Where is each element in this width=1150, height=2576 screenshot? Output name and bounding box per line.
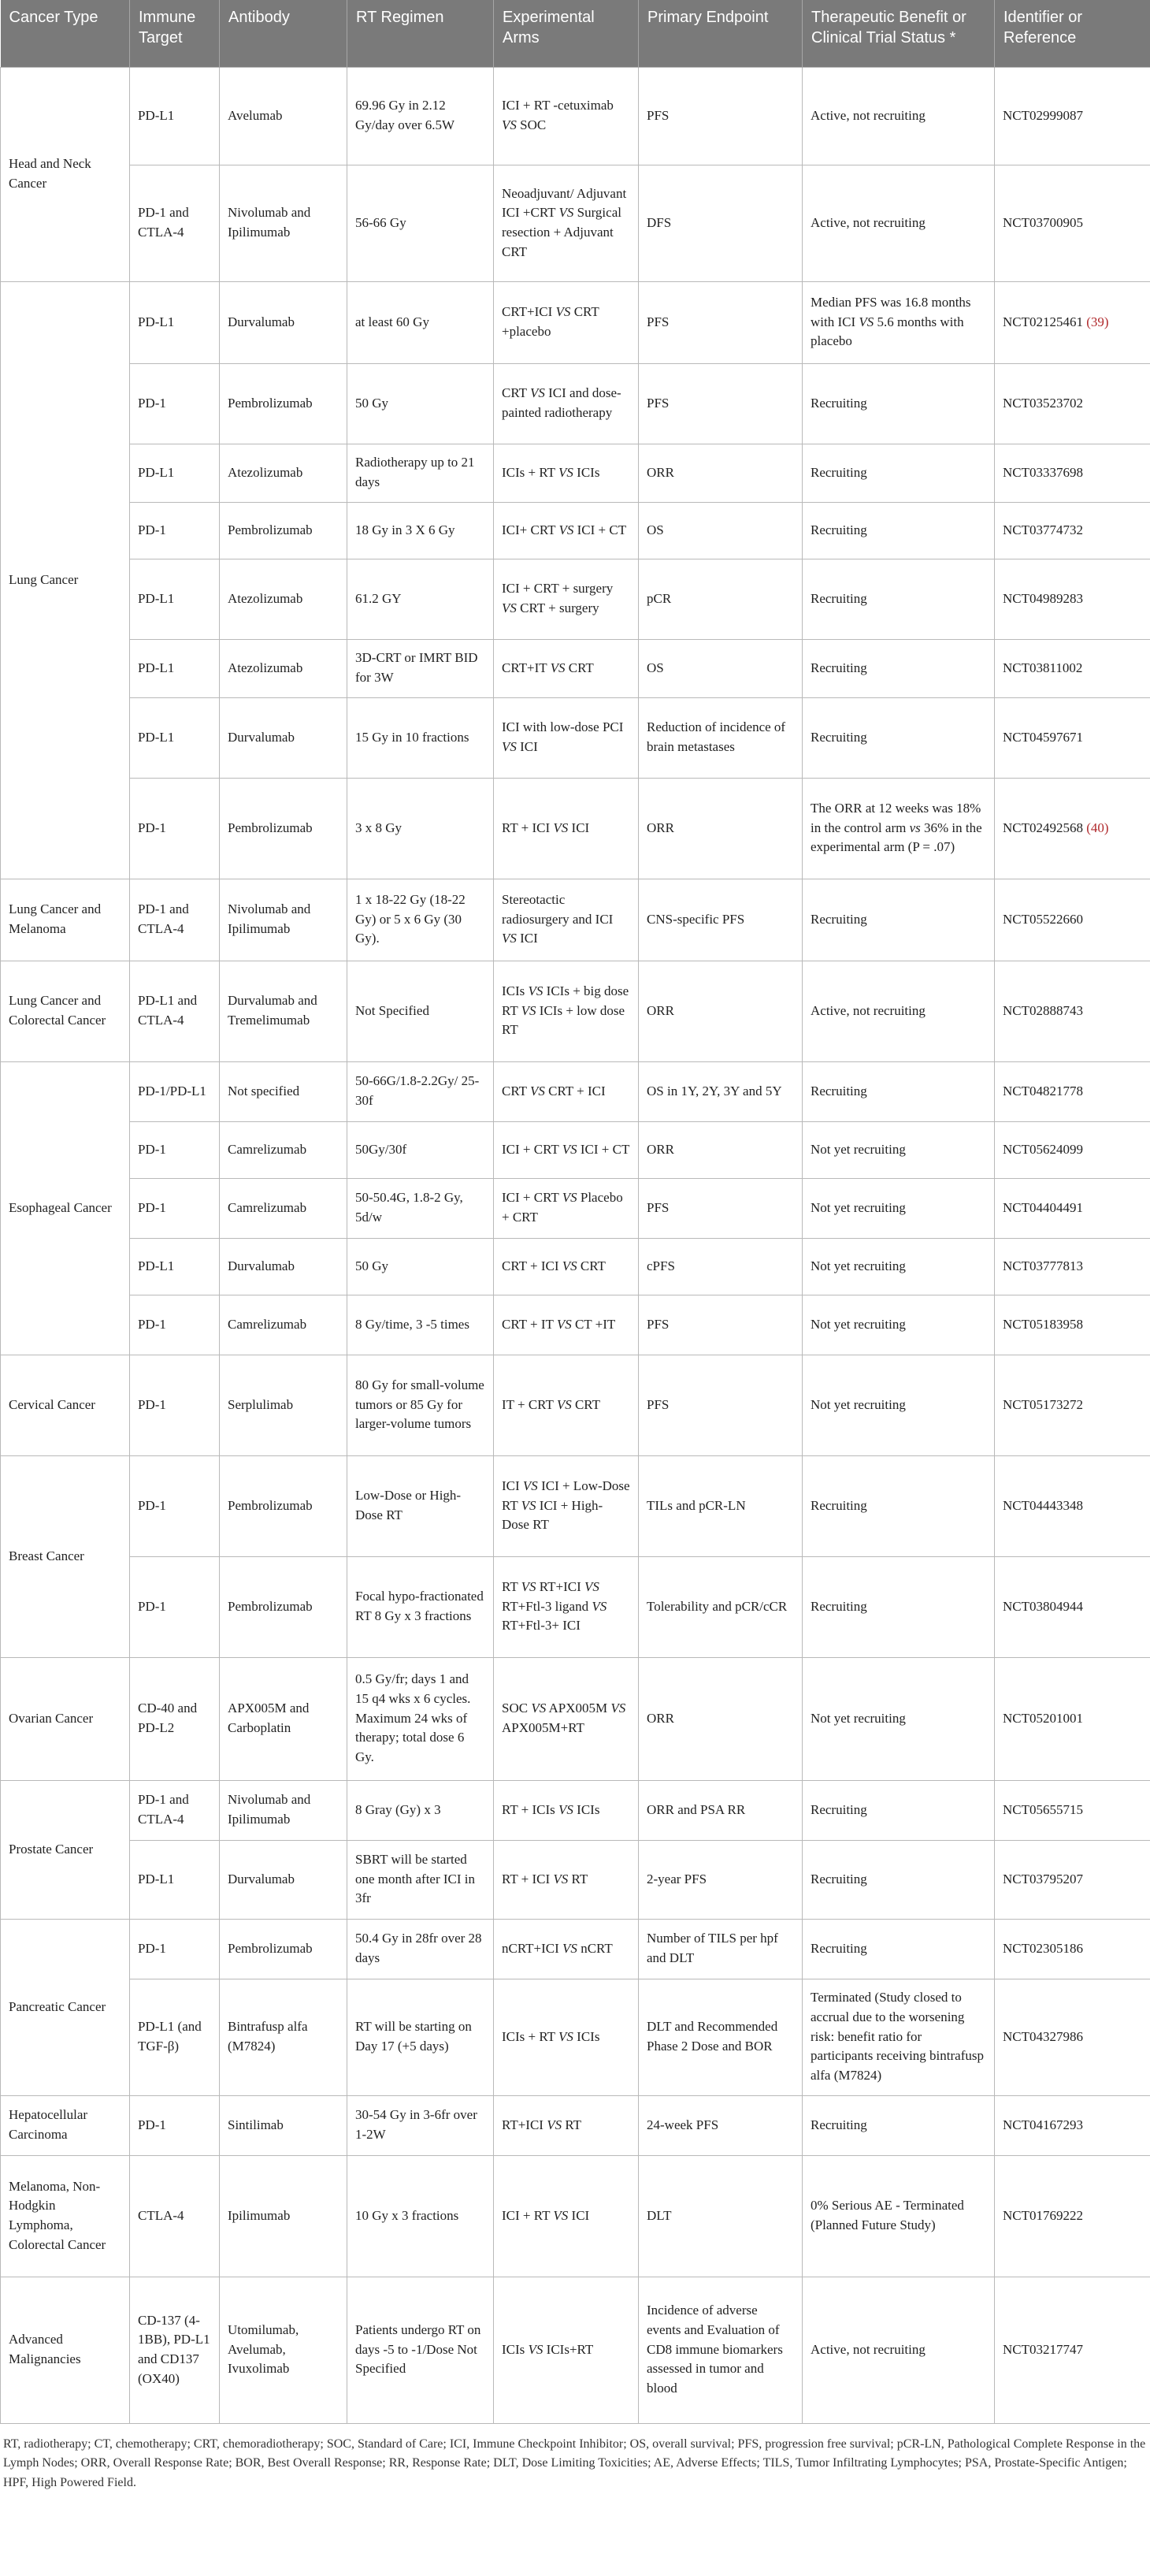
antibody-cell: Camrelizumab: [220, 1178, 347, 1238]
antibody-cell: Pembrolizumab: [220, 1919, 347, 1979]
antibody-cell: Ipilimumab: [220, 2155, 347, 2277]
antibody-cell: Pembrolizumab: [220, 1455, 347, 1556]
table-row: [1, 1455, 1150, 1556]
identifier-cell: NCT03811002: [995, 639, 1150, 697]
identifier-cell: [995, 281, 1150, 363]
experimental-arms-cell: CRT + ICI VS CRT: [494, 1238, 639, 1295]
experimental-arms-cell: CRT+IT VS CRT: [494, 639, 639, 697]
experimental-arms-cell: ICI + CRT VS ICI + CT: [494, 1121, 639, 1178]
status-cell: Recruiting: [803, 444, 995, 502]
immune-target-cell: PD-L1: [130, 67, 220, 165]
experimental-arms-cell: ICIs VS ICIs + big dose RT VS ICIs + low dose RT: [494, 961, 639, 1061]
identifier-cell: NCT04404491: [995, 1178, 1150, 1238]
immune-target-cell: PD-L1: [130, 559, 220, 639]
table-row: [1, 1979, 1150, 2095]
experimental-arms-cell: RT+ICI VS RT: [494, 2095, 639, 2155]
identifier-cell: [995, 778, 1150, 879]
antibody-cell: Atezolizumab: [220, 559, 347, 639]
primary-endpoint-cell: DLT and Recommended Phase 2 Dose and BOR: [639, 1979, 803, 2095]
primary-endpoint-cell: ORR: [639, 1657, 803, 1780]
cancer-type-cell: Lung Cancer: [1, 281, 130, 879]
table-body: [1, 67, 1150, 2423]
experimental-arms-cell: ICI + RT VS ICI: [494, 2155, 639, 2277]
antibody-cell: Camrelizumab: [220, 1295, 347, 1355]
rt-regimen-cell: RT will be starting on Day 17 (+5 days): [347, 1979, 494, 2095]
primary-endpoint-cell: DFS: [639, 165, 803, 281]
identifier-cell: NCT04327986: [995, 1979, 1150, 2095]
immune-target-cell: PD-L1: [130, 281, 220, 363]
experimental-arms-cell: CRT + IT VS CT +IT: [494, 1295, 639, 1355]
rt-regimen-cell: 8 Gray (Gy) x 3: [347, 1780, 494, 1840]
immune-target-cell: PD-1: [130, 502, 220, 559]
status-cell: Recruiting: [803, 697, 995, 778]
rt-regimen-cell: 3D-CRT or IMRT BID for 3W: [347, 639, 494, 697]
status-cell: Active, not recruiting: [803, 165, 995, 281]
experimental-arms-cell: RT + ICI VS RT: [494, 1840, 639, 1919]
identifier-cell: NCT05655715: [995, 1780, 1150, 1840]
identifier-text: NCT02125461: [1003, 314, 1083, 329]
primary-endpoint-cell: PFS: [639, 281, 803, 363]
table-row: [1, 281, 1150, 363]
antibody-cell: Atezolizumab: [220, 444, 347, 502]
primary-endpoint-cell: Number of TILS per hpf and DLT: [639, 1919, 803, 1979]
immune-target-cell: PD-1: [130, 1919, 220, 1979]
rt-regimen-cell: 3 x 8 Gy: [347, 778, 494, 879]
cancer-type-cell: Melanoma, Non-Hodgkin Lymphoma, Colorectal Cancer: [1, 2155, 130, 2277]
identifier-cell: NCT04443348: [995, 1455, 1150, 1556]
experimental-arms-cell: ICI + CRT + surgery VS CRT + surgery: [494, 559, 639, 639]
antibody-cell: Atezolizumab: [220, 639, 347, 697]
identifier-cell: NCT05201001: [995, 1657, 1150, 1780]
table-row: [1, 2155, 1150, 2277]
status-cell: Recruiting: [803, 1061, 995, 1121]
primary-endpoint-cell: CNS-specific PFS: [639, 879, 803, 961]
table-row: [1, 879, 1150, 961]
rt-regimen-cell: 50 Gy: [347, 363, 494, 444]
identifier-cell: NCT04821778: [995, 1061, 1150, 1121]
cancer-type-cell: Lung Cancer and Colorectal Cancer: [1, 961, 130, 1061]
primary-endpoint-cell: Tolerability and pCR/cCR: [639, 1556, 803, 1657]
experimental-arms-cell: CRT VS ICI and dose-painted radiotherapy: [494, 363, 639, 444]
table-footnote: RT, radiotherapy; CT, chemotherapy; CRT, chemoradiotherapy; SOC, Standard of Care; ICI, Immune Checkpoint Inhibitor; OS, overall survival; PFS, progression free survival; pCR-LN, Pathological Complete Response in the Lymph Nodes; ORR, Overall Response Rate; BOR, Best Overall Response; RR, Response Rate; DLT, Dose Limiting Toxicities; AE, Adverse Effects; TILS, Tumor Infiltrating Lymphocytes; PSA, Prostate-Specific Antigen; HPF, High Powered Field.: [3, 2437, 1146, 2490]
table-row: [1, 67, 1150, 165]
experimental-arms-cell: RT VS RT+ICI VS RT+Ftl-3 ligand VS RT+Ftl-3+ ICI: [494, 1556, 639, 1657]
experimental-arms-cell: ICIs VS ICIs+RT: [494, 2277, 639, 2423]
status-cell: Active, not recruiting: [803, 961, 995, 1061]
table-row: [1, 1178, 1150, 1238]
rt-regimen-cell: 15 Gy in 10 fractions: [347, 697, 494, 778]
column-header: Antibody: [220, 0, 347, 67]
experimental-arms-cell: nCRT+ICI VS nCRT: [494, 1919, 639, 1979]
rt-regimen-cell: 8 Gy/time, 3 -5 times: [347, 1295, 494, 1355]
identifier-cell: NCT04167293: [995, 2095, 1150, 2155]
table-row: [1, 1919, 1150, 1979]
status-cell: Recruiting: [803, 559, 995, 639]
immune-target-cell: PD-1: [130, 1178, 220, 1238]
cancer-type-cell: Lung Cancer and Melanoma: [1, 879, 130, 961]
rt-regimen-cell: 50 Gy: [347, 1238, 494, 1295]
antibody-cell: Durvalumab and Tremelimumab: [220, 961, 347, 1061]
primary-endpoint-cell: TILs and pCR-LN: [639, 1455, 803, 1556]
immune-target-cell: PD-L1: [130, 1238, 220, 1295]
immune-target-cell: PD-1 and CTLA-4: [130, 165, 220, 281]
cancer-type-cell: Head and Neck Cancer: [1, 67, 130, 281]
rt-regimen-cell: 1 x 18-22 Gy (18-22 Gy) or 5 x 6 Gy (30 Gy).: [347, 879, 494, 961]
antibody-cell: Durvalumab: [220, 281, 347, 363]
status-cell: Recruiting: [803, 502, 995, 559]
rt-regimen-cell: 61.2 GY: [347, 559, 494, 639]
table-row: [1, 1556, 1150, 1657]
antibody-cell: Pembrolizumab: [220, 502, 347, 559]
rt-regimen-cell: Not Specified: [347, 961, 494, 1061]
primary-endpoint-cell: PFS: [639, 1178, 803, 1238]
antibody-cell: Camrelizumab: [220, 1121, 347, 1178]
primary-endpoint-cell: OS: [639, 639, 803, 697]
table-row: [1, 1657, 1150, 1780]
immune-target-cell: CD-40 and PD-L2: [130, 1657, 220, 1780]
antibody-cell: Nivolumab and Ipilimumab: [220, 879, 347, 961]
primary-endpoint-cell: 2-year PFS: [639, 1840, 803, 1919]
experimental-arms-cell: RT + ICI VS ICI: [494, 778, 639, 879]
table-header-row: [1, 0, 1150, 67]
antibody-cell: Bintrafusp alfa (M7824): [220, 1979, 347, 2095]
experimental-arms-cell: ICIs + RT VS ICIs: [494, 444, 639, 502]
experimental-arms-cell: CRT+ICI VS CRT +placebo: [494, 281, 639, 363]
table-row: [1, 2277, 1150, 2423]
immune-target-cell: PD-L1: [130, 1840, 220, 1919]
cancer-type-cell: Hepatocellular Carcinoma: [1, 2095, 130, 2155]
immune-target-cell: PD-1: [130, 1556, 220, 1657]
status-cell: Recruiting: [803, 1556, 995, 1657]
cancer-type-cell: Breast Cancer: [1, 1455, 130, 1657]
experimental-arms-cell: CRT VS CRT + ICI: [494, 1061, 639, 1121]
status-cell: Not yet recruiting: [803, 1355, 995, 1455]
identifier-cell: NCT02888743: [995, 961, 1150, 1061]
status-cell: Recruiting: [803, 2095, 995, 2155]
rt-regimen-cell: Radiotherapy up to 21 days: [347, 444, 494, 502]
primary-endpoint-cell: 24-week PFS: [639, 2095, 803, 2155]
immune-target-cell: PD-L1: [130, 697, 220, 778]
primary-endpoint-cell: PFS: [639, 363, 803, 444]
rt-regimen-cell: at least 60 Gy: [347, 281, 494, 363]
primary-endpoint-cell: ORR: [639, 444, 803, 502]
experimental-arms-cell: Neoadjuvant/ Adjuvant ICI +CRT VS Surgical resection + Adjuvant CRT: [494, 165, 639, 281]
immune-target-cell: PD-1: [130, 778, 220, 879]
identifier-cell: NCT01769222: [995, 2155, 1150, 2277]
table-row: [1, 1238, 1150, 1295]
experimental-arms-cell: ICI with low-dose PCI VS ICI: [494, 697, 639, 778]
primary-endpoint-cell: PFS: [639, 1295, 803, 1355]
experimental-arms-cell: ICI+ CRT VS ICI + CT: [494, 502, 639, 559]
status-cell: Recruiting: [803, 1919, 995, 1979]
column-header: RT Regimen: [347, 0, 494, 67]
antibody-cell: Avelumab: [220, 67, 347, 165]
identifier-cell: NCT05173272: [995, 1355, 1150, 1455]
cancer-type-cell: Esophageal Cancer: [1, 1061, 130, 1355]
reference-link[interactable]: (40): [1086, 820, 1109, 835]
identifier-cell: NCT03217747: [995, 2277, 1150, 2423]
antibody-cell: Sintilimab: [220, 2095, 347, 2155]
experimental-arms-cell: RT + ICIs VS ICIs: [494, 1780, 639, 1840]
immune-target-cell: CD-137 (4-1BB), PD-L1 and CD137 (OX40): [130, 2277, 220, 2423]
rt-regimen-cell: 56-66 Gy: [347, 165, 494, 281]
primary-endpoint-cell: DLT: [639, 2155, 803, 2277]
status-cell: Terminated (Study closed to accrual due to the worsening risk: benefit ratio for participants receiving bintrafusp alfa (M7824): [803, 1979, 995, 2095]
immune-target-cell: PD-1/PD-L1: [130, 1061, 220, 1121]
experimental-arms-cell: ICI VS ICI + Low-Dose RT VS ICI + High-Dose RT: [494, 1455, 639, 1556]
rt-regimen-cell: 80 Gy for small-volume tumors or 85 Gy for larger-volume tumors: [347, 1355, 494, 1455]
antibody-cell: Pembrolizumab: [220, 778, 347, 879]
identifier-cell: NCT03804944: [995, 1556, 1150, 1657]
table-row: [1, 1355, 1150, 1455]
identifier-cell: NCT03777813: [995, 1238, 1150, 1295]
antibody-cell: Not specified: [220, 1061, 347, 1121]
rt-regimen-cell: Low-Dose or High-Dose RT: [347, 1455, 494, 1556]
column-header: Immune Target: [130, 0, 220, 67]
status-cell: Not yet recruiting: [803, 1238, 995, 1295]
immune-target-cell: PD-1 and CTLA-4: [130, 1780, 220, 1840]
antibody-cell: Nivolumab and Ipilimumab: [220, 1780, 347, 1840]
status-cell: Recruiting: [803, 363, 995, 444]
status-cell: Not yet recruiting: [803, 1657, 995, 1780]
immune-target-cell: CTLA-4: [130, 2155, 220, 2277]
cancer-type-cell: Advanced Malignancies: [1, 2277, 130, 2423]
status-cell: Recruiting: [803, 639, 995, 697]
rt-regimen-cell: 50Gy/30f: [347, 1121, 494, 1178]
immune-target-cell: PD-1: [130, 363, 220, 444]
table-row: [1, 444, 1150, 502]
rt-regimen-cell: 69.96 Gy in 2.12 Gy/day over 6.5W: [347, 67, 494, 165]
experimental-arms-cell: ICIs + RT VS ICIs: [494, 1979, 639, 2095]
identifier-cell: NCT03795207: [995, 1840, 1150, 1919]
cancer-type-cell: Cervical Cancer: [1, 1355, 130, 1455]
status-cell: 0% Serious AE - Terminated (Planned Future Study): [803, 2155, 995, 2277]
column-header: Experimental Arms: [494, 0, 639, 67]
identifier-cell: NCT02305186: [995, 1919, 1150, 1979]
rt-regimen-cell: Patients undergo RT on days -5 to -1/Dose Not Specified: [347, 2277, 494, 2423]
reference-link[interactable]: (39): [1086, 314, 1109, 329]
immune-target-cell: PD-L1: [130, 639, 220, 697]
status-cell: The ORR at 12 weeks was 18% in the control arm vs 36% in the experimental arm (P = .07): [803, 778, 995, 879]
status-cell: Not yet recruiting: [803, 1178, 995, 1238]
immune-target-cell: PD-L1 (and TGF-β): [130, 1979, 220, 2095]
experimental-arms-cell: ICI + CRT VS Placebo + CRT: [494, 1178, 639, 1238]
antibody-cell: Pembrolizumab: [220, 1556, 347, 1657]
experimental-arms-cell: IT + CRT VS CRT: [494, 1355, 639, 1455]
cancer-type-cell: Pancreatic Cancer: [1, 1919, 130, 2095]
identifier-cell: NCT02999087: [995, 67, 1150, 165]
immune-target-cell: PD-1: [130, 1455, 220, 1556]
immune-target-cell: PD-1: [130, 1355, 220, 1455]
identifier-cell: NCT03774732: [995, 502, 1150, 559]
status-cell: Recruiting: [803, 1455, 995, 1556]
primary-endpoint-cell: pCR: [639, 559, 803, 639]
primary-endpoint-cell: PFS: [639, 67, 803, 165]
status-cell: Not yet recruiting: [803, 1121, 995, 1178]
rt-regimen-cell: 50.4 Gy in 28fr over 28 days: [347, 1919, 494, 1979]
identifier-cell: NCT05624099: [995, 1121, 1150, 1178]
identifier-cell: NCT04597671: [995, 697, 1150, 778]
table-row: [1, 363, 1150, 444]
immune-target-cell: PD-L1 and CTLA-4: [130, 961, 220, 1061]
column-header: Primary Endpoint: [639, 0, 803, 67]
table-row: [1, 961, 1150, 1061]
immune-target-cell: PD-L1: [130, 444, 220, 502]
status-cell: Not yet recruiting: [803, 1295, 995, 1355]
status-cell: Recruiting: [803, 879, 995, 961]
primary-endpoint-cell: cPFS: [639, 1238, 803, 1295]
primary-endpoint-cell: ORR and PSA RR: [639, 1780, 803, 1840]
rt-regimen-cell: Focal hypo-fractionated RT 8 Gy x 3 fractions: [347, 1556, 494, 1657]
status-cell: Median PFS was 16.8 months with ICI VS 5.6 months with placebo: [803, 281, 995, 363]
experimental-arms-cell: Stereotactic radiosurgery and ICI VS ICI: [494, 879, 639, 961]
primary-endpoint-cell: ORR: [639, 1121, 803, 1178]
antibody-cell: Durvalumab: [220, 1238, 347, 1295]
primary-endpoint-cell: ORR: [639, 961, 803, 1061]
identifier-cell: NCT04989283: [995, 559, 1150, 639]
antibody-cell: Nivolumab and Ipilimumab: [220, 165, 347, 281]
primary-endpoint-cell: PFS: [639, 1355, 803, 1455]
status-cell: Recruiting: [803, 1840, 995, 1919]
table-row: [1, 697, 1150, 778]
experimental-arms-cell: ICI + RT -cetuximab VS SOC: [494, 67, 639, 165]
experimental-arms-cell: SOC VS APX005M VS APX005M+RT: [494, 1657, 639, 1780]
identifier-cell: NCT05522660: [995, 879, 1150, 961]
column-header: Cancer Type: [1, 0, 130, 67]
immune-target-cell: PD-1 and CTLA-4: [130, 879, 220, 961]
table-row: [1, 639, 1150, 697]
table-row: [1, 502, 1150, 559]
table-row: [1, 559, 1150, 639]
rt-regimen-cell: 0.5 Gy/fr; days 1 and 15 q4 wks x 6 cycles. Maximum 24 wks of therapy; total dose 6 Gy.: [347, 1657, 494, 1780]
rt-regimen-cell: 30-54 Gy in 3-6fr over 1-2W: [347, 2095, 494, 2155]
table-row: [1, 778, 1150, 879]
table-row: [1, 1061, 1150, 1121]
rt-regimen-cell: 18 Gy in 3 X 6 Gy: [347, 502, 494, 559]
primary-endpoint-cell: Incidence of adverse events and Evaluation of CD8 immune biomarkers assessed in tumor and blood: [639, 2277, 803, 2423]
column-header: Identifier or Reference: [995, 0, 1150, 67]
column-header: Therapeutic Benefit or Clinical Trial Status *: [803, 0, 995, 67]
identifier-text: NCT02492568: [1003, 820, 1083, 835]
rt-regimen-cell: 50-50.4G, 1.8-2 Gy, 5d/w: [347, 1178, 494, 1238]
table-row: [1, 1295, 1150, 1355]
cancer-type-cell: Ovarian Cancer: [1, 1657, 130, 1780]
primary-endpoint-cell: ORR: [639, 778, 803, 879]
primary-endpoint-cell: Reduction of incidence of brain metastases: [639, 697, 803, 778]
table-row: [1, 2095, 1150, 2155]
antibody-cell: Durvalumab: [220, 697, 347, 778]
table-row: [1, 165, 1150, 281]
antibody-cell: Serplulimab: [220, 1355, 347, 1455]
rt-regimen-cell: 50-66G/1.8-2.2Gy/ 25-30f: [347, 1061, 494, 1121]
cancer-type-cell: Prostate Cancer: [1, 1780, 130, 1919]
identifier-cell: NCT05183958: [995, 1295, 1150, 1355]
immune-target-cell: PD-1: [130, 2095, 220, 2155]
identifier-cell: NCT03700905: [995, 165, 1150, 281]
status-cell: Recruiting: [803, 1780, 995, 1840]
identifier-cell: NCT03523702: [995, 363, 1150, 444]
rt-regimen-cell: SBRT will be started one month after ICI in 3fr: [347, 1840, 494, 1919]
primary-endpoint-cell: OS in 1Y, 2Y, 3Y and 5Y: [639, 1061, 803, 1121]
status-cell: Active, not recruiting: [803, 67, 995, 165]
table-row: [1, 1780, 1150, 1840]
antibody-cell: Durvalumab: [220, 1840, 347, 1919]
antibody-cell: Utomilumab, Avelumab, Ivuxolimab: [220, 2277, 347, 2423]
table-row: [1, 1840, 1150, 1919]
table-row: [1, 1121, 1150, 1178]
identifier-cell: NCT03337698: [995, 444, 1150, 502]
immune-target-cell: PD-1: [130, 1295, 220, 1355]
primary-endpoint-cell: OS: [639, 502, 803, 559]
antibody-cell: Pembrolizumab: [220, 363, 347, 444]
antibody-cell: APX005M and Carboplatin: [220, 1657, 347, 1780]
status-cell: Active, not recruiting: [803, 2277, 995, 2423]
rt-regimen-cell: 10 Gy x 3 fractions: [347, 2155, 494, 2277]
immune-target-cell: PD-1: [130, 1121, 220, 1178]
